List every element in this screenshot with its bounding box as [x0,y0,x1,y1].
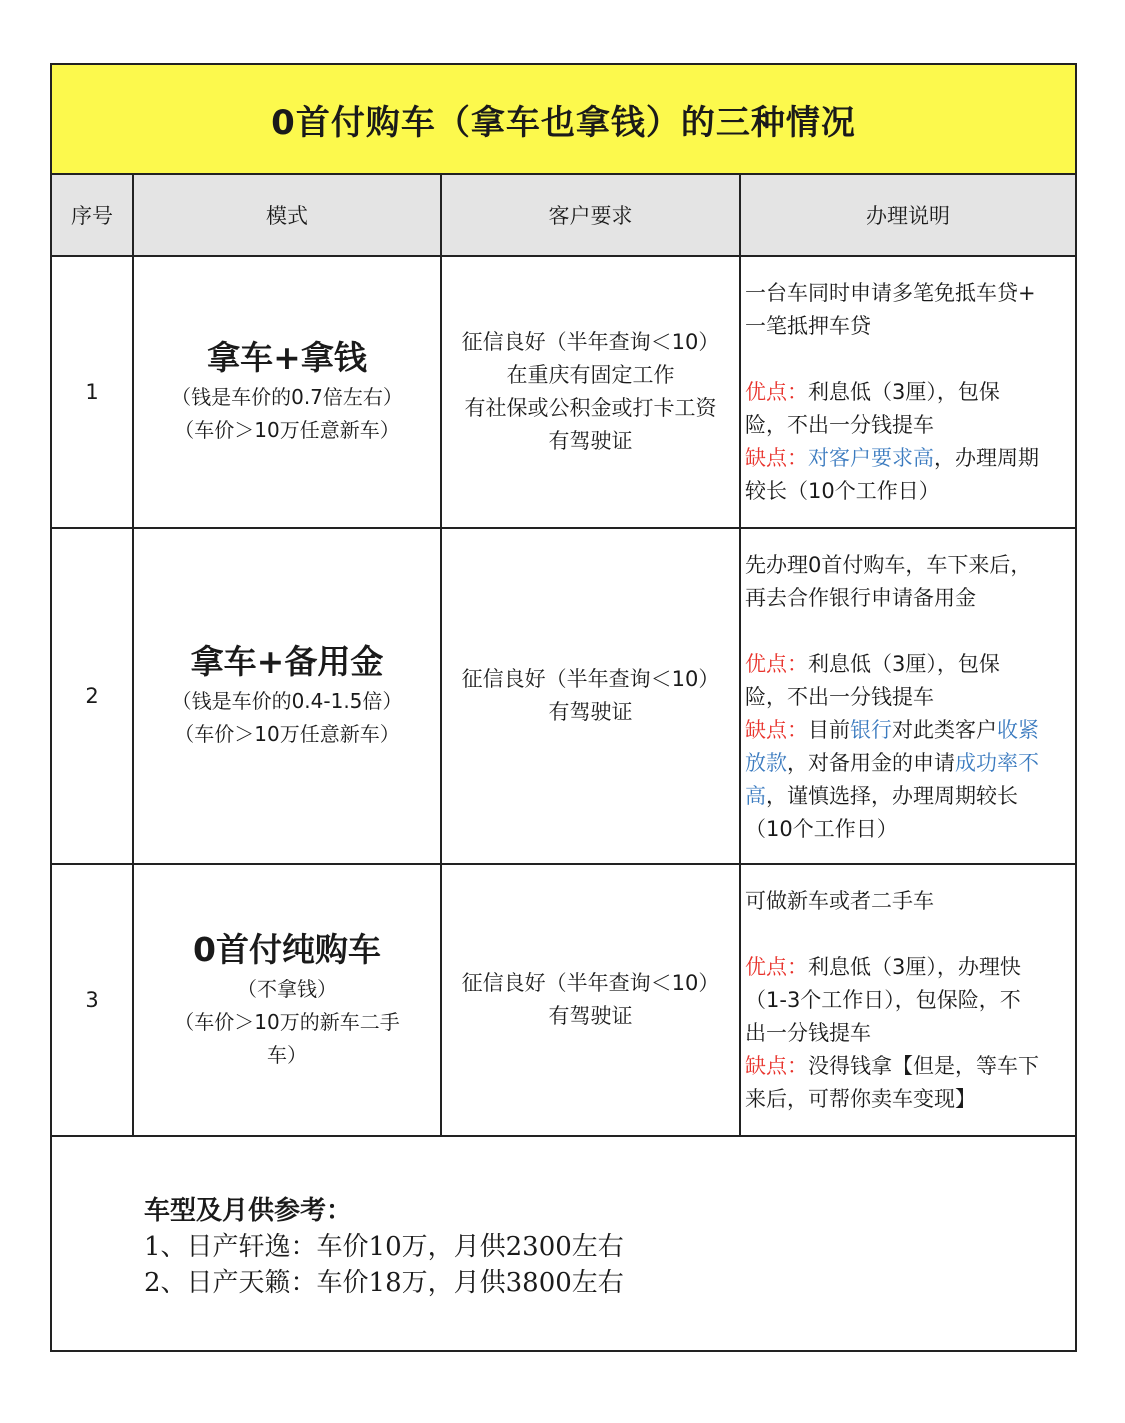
cons-line: （10个工作日） [745,817,898,841]
header-requirements: 客户要求 [442,175,741,255]
mode-note: （钱是车价的0.4-1.5倍） [171,689,403,713]
desc-line: 可做新车或者二手车 [745,889,934,913]
desc-line: 先办理0首付购车，车下来后， [745,553,1032,577]
footer-line: 2、日产天籁：车价18万，月供3800左右 [144,1268,624,1298]
description-cell [741,865,1075,1135]
desc-line: 一台车同时申请多笔免抵车贷+ [745,281,1036,305]
header-index: 序号 [52,175,134,255]
desc-line: 再去合作银行申请备用金 [745,586,976,610]
page-title: 0首付购车（拿车也拿钱）的三种情况 [271,102,856,143]
table-row [52,865,1075,1137]
cons-label: 缺点： [745,1054,808,1078]
mode-note: （车价＞10万任意新车） [174,418,400,442]
requirement-line: 征信良好（半年查询＜10） [461,667,720,691]
footer-title: 车型及月供参考： [144,1196,353,1226]
requirements-cell [442,529,741,863]
mode-cell [134,529,442,863]
table-sheet [50,63,1077,1352]
table-header-row [52,175,1075,257]
row-index: 1 [85,380,99,404]
header-mode: 模式 [134,175,442,255]
requirement-line: 有驾驶证 [548,1004,633,1028]
pros-label: 优点： [745,652,808,676]
pros-line: 险，不出一分钱提车 [745,685,934,709]
header-description: 办理说明 [866,204,950,228]
table-grid [52,175,1075,1137]
cons-line: 缺点：没得钱拿【但是，等车下 [745,1054,1039,1078]
requirement-line: 有驾驶证 [548,700,633,724]
footer-line: 1、日产轩逸：车价10万，月供2300左右 [144,1232,624,1262]
table-row [52,529,1075,865]
mode-note: 车） [267,1042,307,1067]
mode-cell [134,865,442,1135]
cons-line: 缺点：对客户要求高，办理周期 [745,446,1039,470]
pros-label: 优点： [745,955,808,979]
cons-line: 缺点：目前银行对此类客户收紧 [745,718,1039,742]
cons-label: 缺点： [745,446,808,470]
mode-note: （不拿钱） [237,976,337,1001]
mode-cell [134,257,442,527]
cons-line: 放款，对备用金的申请成功率不 [745,751,1039,775]
cons-line: 高，谨慎选择，办理周期较长 [745,784,1018,808]
requirement-line: 在重庆有固定工作 [506,363,675,387]
requirement-line: 有社保或公积金或打卡工资 [464,396,717,420]
row-index: 3 [85,988,99,1012]
requirement-line: 有驾驶证 [548,429,633,453]
pros-label: 优点： [745,380,808,404]
pros-line: 优点：利息低（3厘），办理快 [745,955,1021,979]
desc-line: 一笔抵押车贷 [745,314,871,338]
pros-line: （1-3个工作日），包保险，不 [745,988,1021,1012]
description-cell [741,257,1075,527]
requirement-line: 征信良好（半年查询＜10） [461,330,720,354]
mode-note: （钱是车价的0.7倍左右） [171,385,403,409]
requirements-cell [442,257,741,527]
cons-label: 缺点： [745,718,808,742]
mode-title: 0首付纯购车 [193,929,381,969]
pros-line: 出一分钱提车 [745,1021,871,1045]
pros-line: 险，不出一分钱提车 [745,413,934,437]
cons-line: 来后，可帮你卖车变现】 [745,1087,976,1111]
requirement-line: 征信良好（半年查询＜10） [461,971,720,995]
reference-footer [52,1137,1075,1350]
row-index: 2 [85,684,99,708]
pros-line: 优点：利息低（3厘），包保 [745,652,1000,676]
mode-note: （车价＞10万的新车二手 [174,1009,400,1034]
cons-line: 较长（10个工作日） [745,479,940,503]
description-cell [741,529,1075,863]
title-banner [52,65,1075,175]
table-row [52,257,1075,529]
requirements-cell [442,865,741,1135]
pros-line: 优点：利息低（3厘），包保 [745,380,1000,404]
mode-note: （车价＞10万任意新车） [174,722,400,746]
mode-title: 拿车+备用金 [190,642,384,681]
mode-title: 拿车+拿钱 [207,338,367,377]
